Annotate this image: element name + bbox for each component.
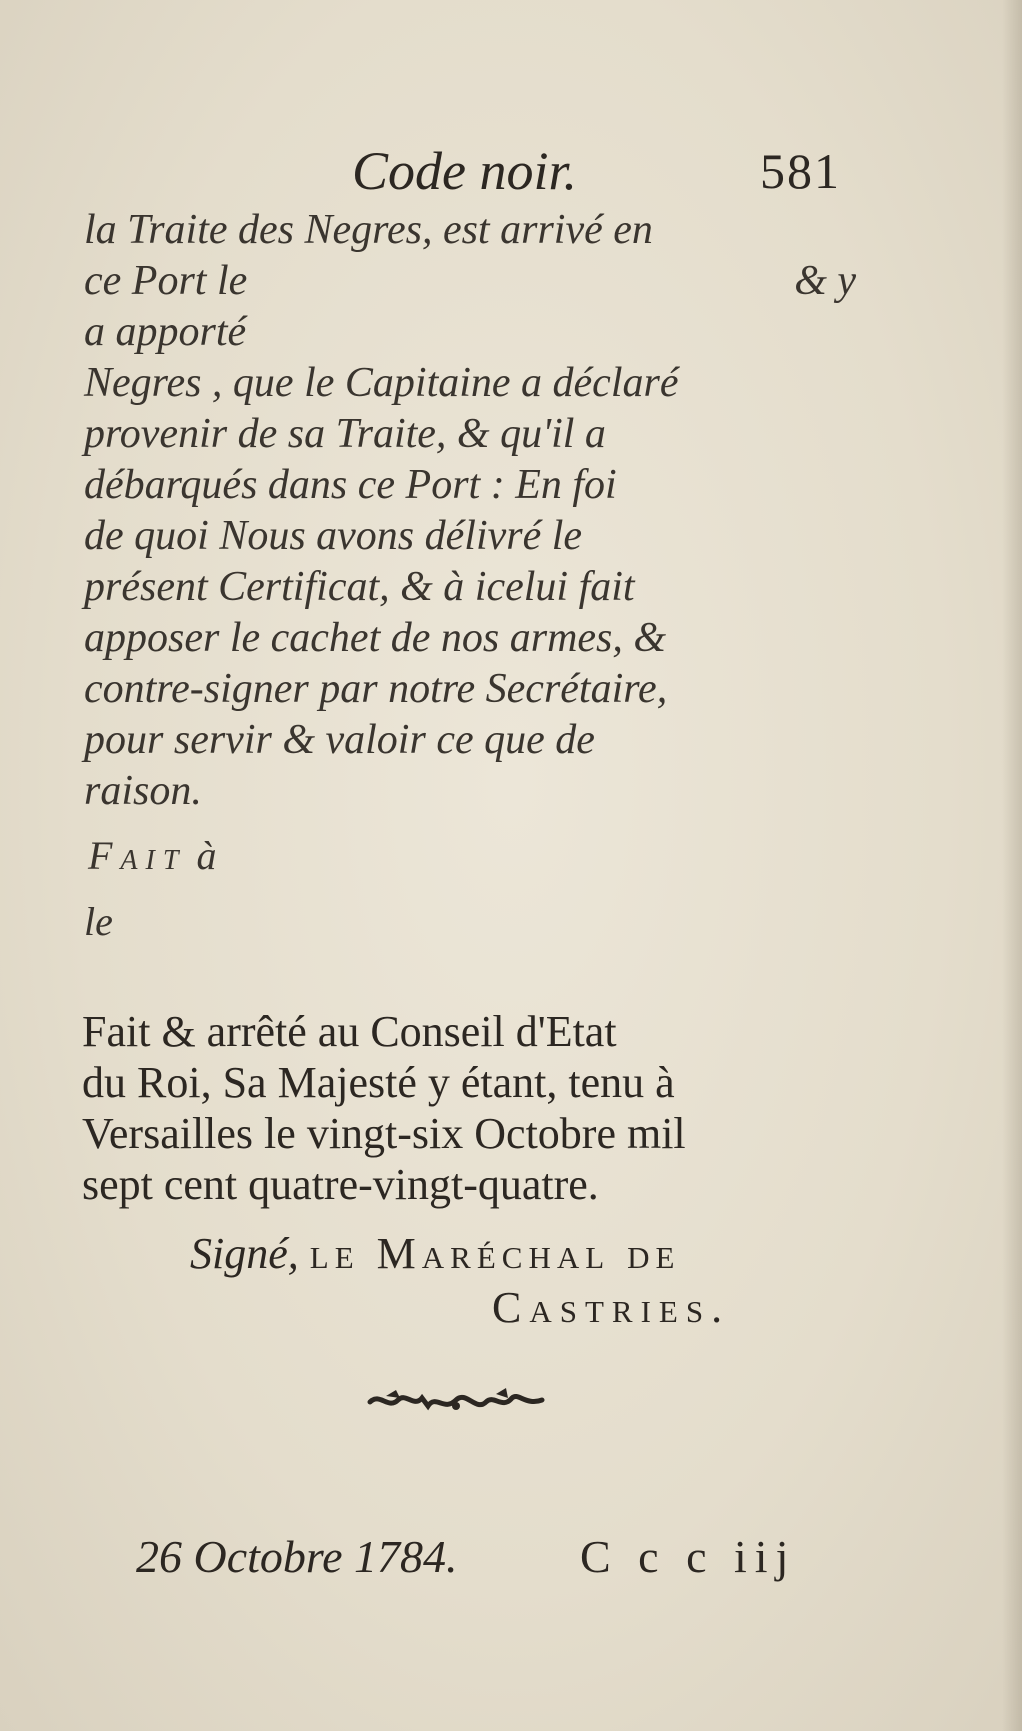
text-line: raison. <box>84 768 202 814</box>
text-line: apposer le cachet de nos armes, & <box>84 615 667 661</box>
text-line: présent Certificat, & à icelui fait <box>84 564 635 610</box>
ornament-icon <box>366 1382 546 1418</box>
text-line: contre-signer par notre Secrétaire, <box>84 666 668 712</box>
page-edge <box>1002 0 1022 1731</box>
running-head <box>0 140 1022 210</box>
signature-line <box>190 1228 680 1279</box>
signatory-title: le Maréchal de <box>309 1229 681 1278</box>
running-title: Code noir. <box>352 141 578 201</box>
text-line: Fait & arrêté au Conseil d'Etat <box>82 1007 617 1056</box>
text-line: a apporté <box>84 309 247 355</box>
text-line: du Roi, Sa Majesté y étant, tenu à <box>82 1058 675 1107</box>
footer-date: 26 Octobre 1784. <box>136 1531 458 1582</box>
italic-text-block <box>84 205 856 817</box>
text-line: Versailles le vingt-six Octobre mil <box>82 1109 686 1158</box>
text-line: de quoi Nous avons délivré le <box>84 513 583 559</box>
roman-text-block <box>82 1006 854 1210</box>
fait-word: Fait <box>88 833 187 878</box>
text-line: sept cent quatre-vingt-quatre. <box>82 1160 599 1209</box>
signe-word: Signé, <box>190 1229 299 1278</box>
fait-line <box>88 832 216 879</box>
text-line: la Traite des Negres, est arrivé en <box>84 207 653 253</box>
text-line: pour servir & valoir ce que de <box>84 717 595 763</box>
text-line: provenir de sa Traite, & qu'il a <box>84 411 606 457</box>
le-line: le <box>84 899 113 944</box>
text-line: Negres , que le Capitaine a déclaré <box>84 360 679 406</box>
text-line: ce Port le & y <box>84 258 856 304</box>
text-line: débarqués dans ce Port : En foi <box>84 462 617 508</box>
fait-a: à <box>196 833 217 878</box>
signatory-name: Castries. <box>492 1283 731 1332</box>
page-number: 581 <box>760 143 841 199</box>
signature-mark: C c c iij <box>580 1531 797 1582</box>
